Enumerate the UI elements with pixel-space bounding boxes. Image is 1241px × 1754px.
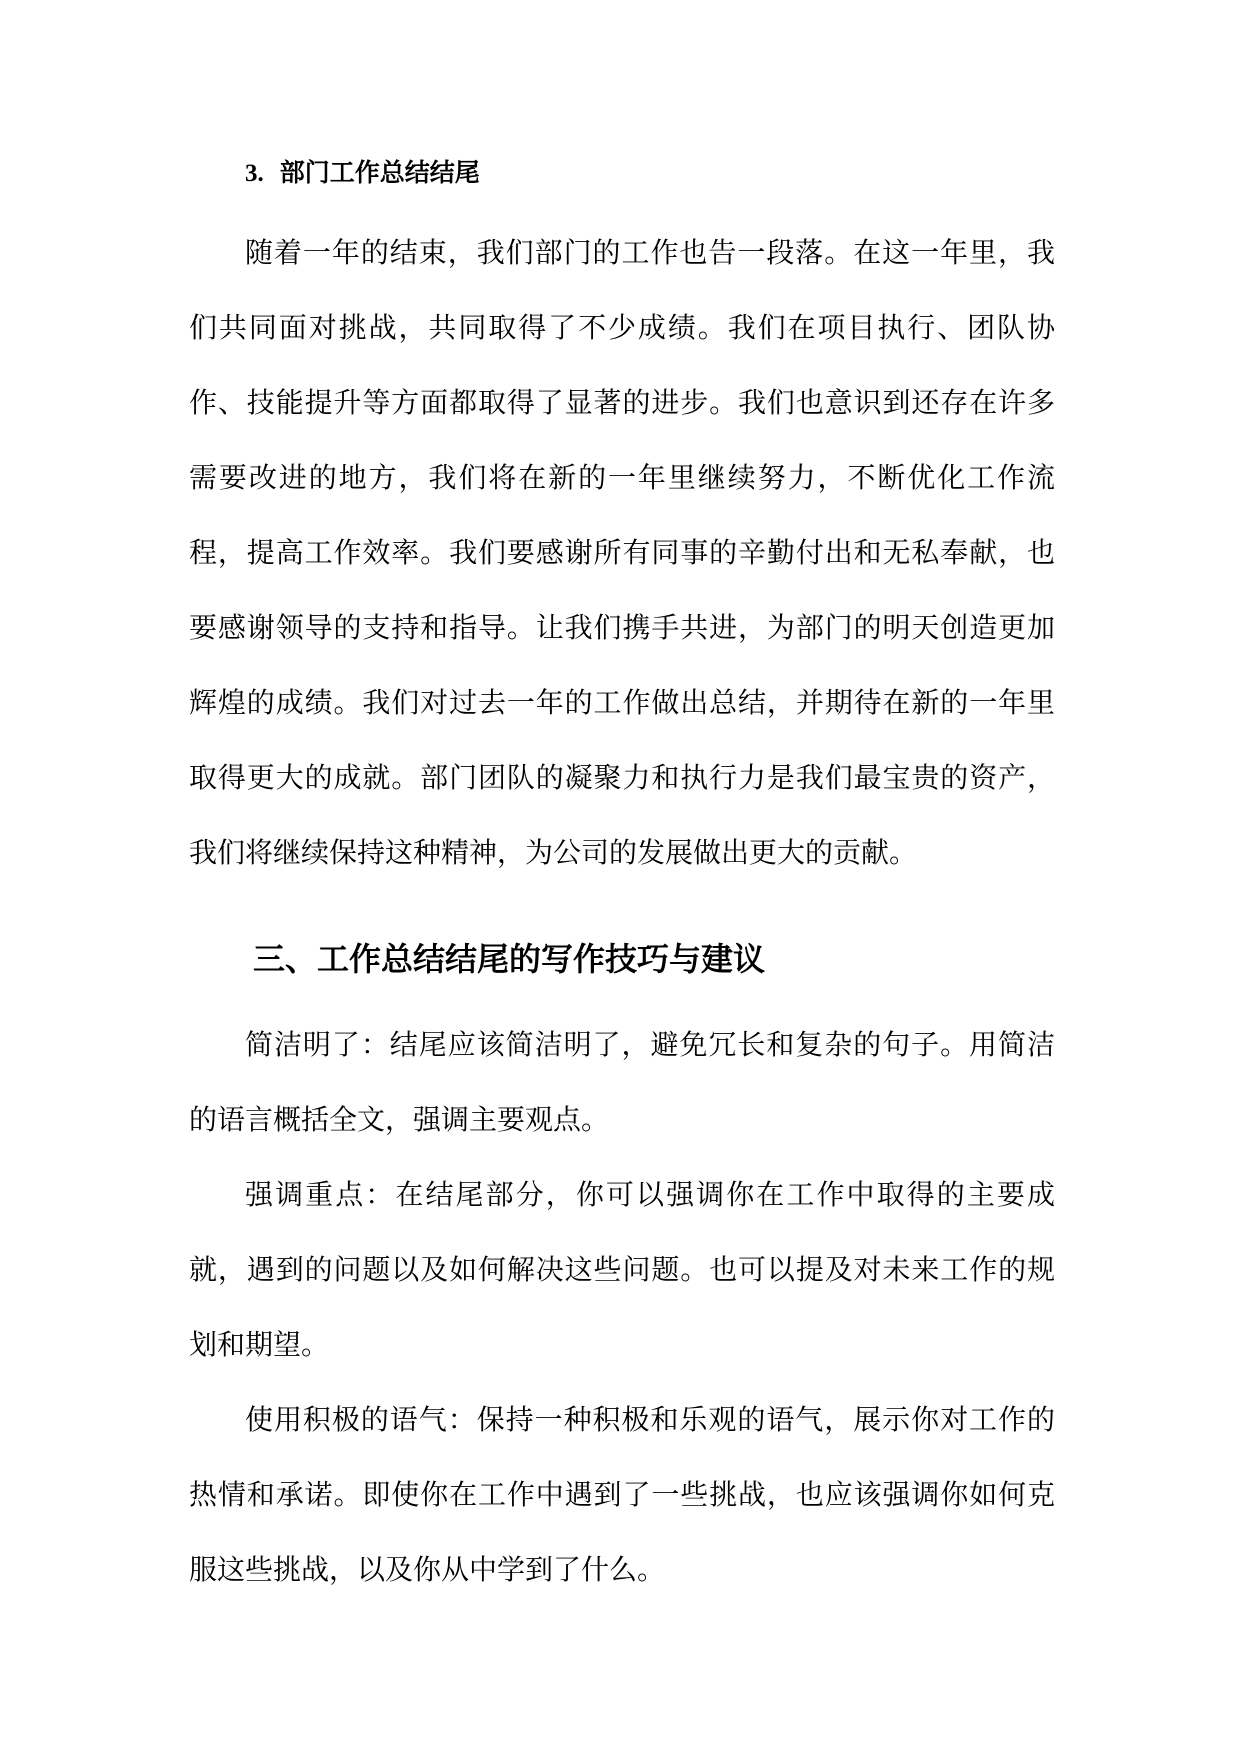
document-body (189, 148, 1055, 1607)
paragraph-summary-ending: 随着一年的结束，我们部门的工作也告一段落。在这一年里，我们共同面对挑战，共同取得了不少成绩。我们在项目执行、团队协作、技能提升等方面都取得了显著的进步。我们也意识到还存在许多需要改进的地方，我们将在新的一年里继续努力，不断优化工作流程，提高工作效率。我们要感谢所有同事的辛勤付出和无私奉献，也要感谢领导的支持和指导。让我们携手共进，为部门的明天创造更加辉煌的成绩。我们对过去一年的工作做出总结，并期待在新的一年里取得更大的成就。部门团队的凝聚力和执行力是我们最宝贵的资产，我们将继续保持这种精神，为公司的发展做出更大的贡献。 (189, 236, 1055, 869)
spacer (189, 198, 1055, 215)
spacer (189, 890, 1055, 923)
paragraph-positive-tone: 使用积极的语气：保持一种积极和乐观的语气，展示你对工作的热情和承诺。即使你在工作中遇到了一些挑战，也应该强调你如何克服这些挑战，以及你从中学到了什么。 (189, 1403, 1055, 1586)
paragraph-concise: 简洁明了：结尾应该简洁明了，避免冗长和复杂的句子。用简洁的语言概括全文，强调主要观点。 (189, 1028, 1055, 1136)
section-heading: 三、工作总结结尾的写作技巧与建议 (253, 940, 766, 978)
spacer (189, 995, 1055, 1007)
subsection-number: 3. (245, 160, 264, 187)
subsection-heading (189, 148, 1055, 198)
subsection-title: 部门工作总结结尾 (279, 158, 480, 187)
paragraph-emphasis: 强调重点：在结尾部分，你可以强调你在工作中取得的主要成就，遇到的问题以及如何解决这些问题。也可以提及对未来工作的规划和期望。 (189, 1178, 1055, 1361)
